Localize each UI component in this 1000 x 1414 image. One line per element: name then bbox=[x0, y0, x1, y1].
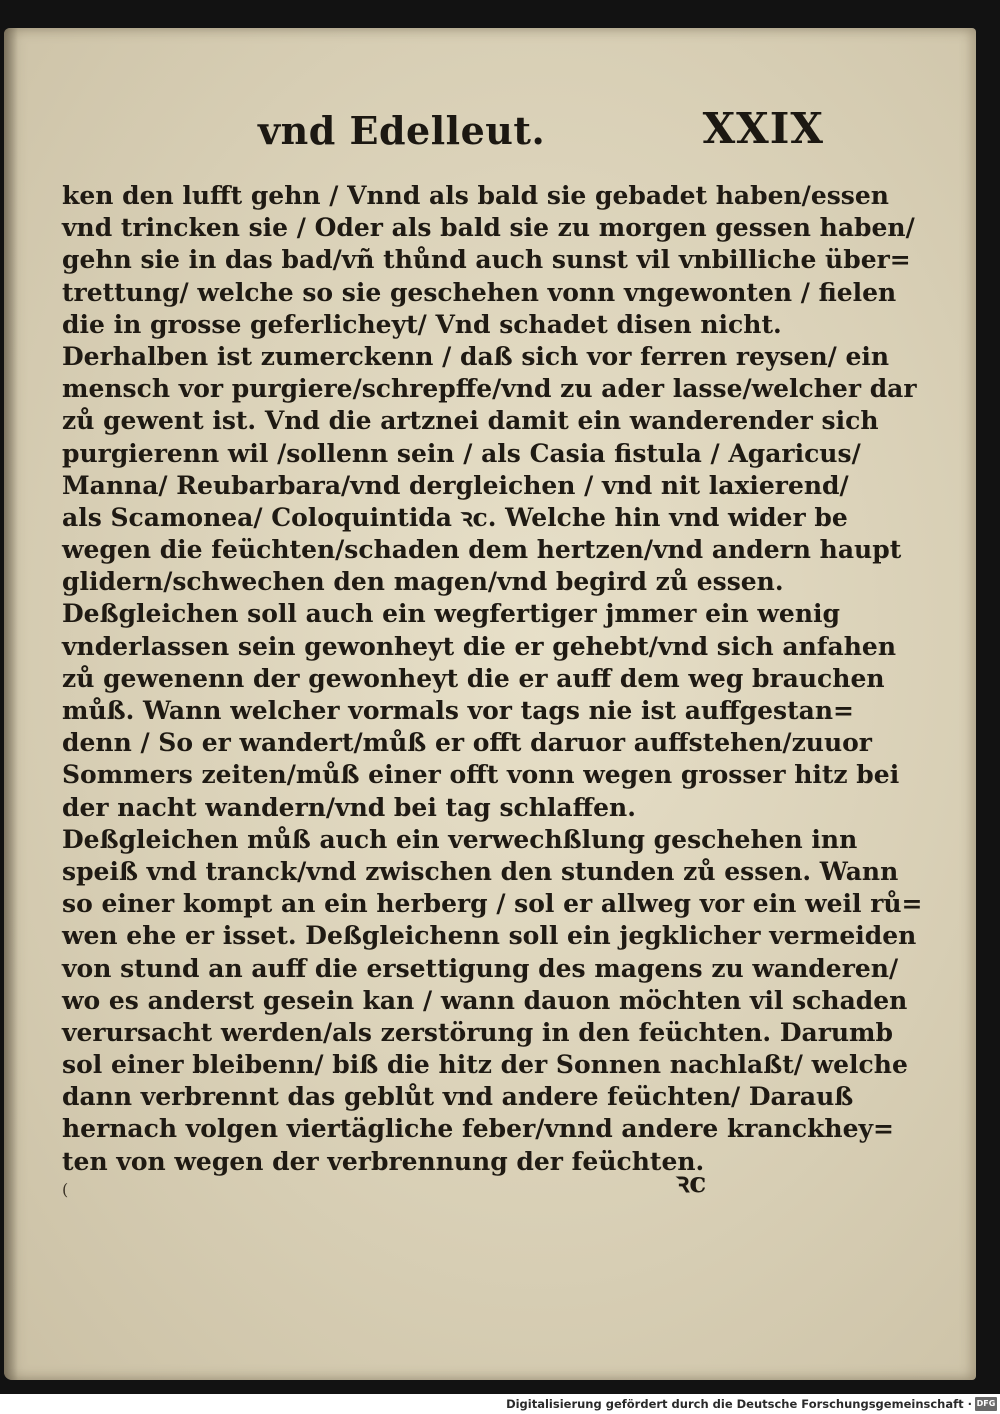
text-line: die in grosse geferlicheyt/ Vnd schadet disen nicht. bbox=[62, 309, 782, 339]
running-head: vnd Edelleut. bbox=[258, 108, 546, 153]
text-line: so einer kompt an ein herberg / sol er allweg vor ein weil rů= bbox=[62, 889, 923, 919]
text-line: Deßgleichen můß auch ein verwechßlung geschehen inn bbox=[62, 824, 858, 854]
text-line: der nacht wandern/vnd bei tag schlaffen. bbox=[62, 792, 636, 822]
text-line: purgierenn wil /sollenn sein / als Casia fistula / Agaricus/ bbox=[62, 438, 861, 468]
text-line: verursacht werden/als zerstörung in den feüchten. Darumb bbox=[62, 1017, 893, 1047]
text-line: Derhalben ist zumerckenn / daß sich vor ferren reysen/ ein bbox=[62, 341, 890, 371]
folio-number: XXIX bbox=[702, 104, 824, 153]
text-line: denn / So er wandert/můß er offt daruor auffstehen/zuuor bbox=[62, 728, 872, 758]
text-line: můß. Wann welcher vormals vor tags nie ist auffgestan= bbox=[62, 696, 855, 725]
text-line: glidern/schwechen den magen/vnd begird zů essen. bbox=[62, 567, 784, 597]
text-line: wo es anderst gesein kan / wann dauon möchten vil schaden bbox=[62, 985, 908, 1015]
text-line: vnderlassen sein gewonheyt die er gehebt/vnd sich anfahen bbox=[62, 631, 897, 661]
text-line: ken den lufft gehn / Vnnd als bald sie gebadet haben/essen bbox=[62, 181, 889, 210]
text-line: wegen die feüchten/schaden dem hertzen/vnd andern haupt bbox=[62, 535, 902, 565]
dfg-logo: DFG bbox=[975, 1397, 997, 1411]
text-line: hernach volgen viertägliche feber/vnnd andere kranckhey= bbox=[62, 1114, 894, 1144]
text-line: zů gewent ist. Vnd die artznei damit ein wanderender sich bbox=[62, 406, 879, 436]
text-line: von stund an auff die ersettigung des magens zu wanderen/ bbox=[62, 953, 899, 983]
page-gutter-shadow bbox=[4, 28, 18, 1380]
text-line: wen ehe er isset. Deßgleichenn soll ein jegklicher vermeiden bbox=[62, 921, 917, 951]
text-line: Deßgleichen soll auch ein wegfertiger jmmer ein wenig bbox=[62, 599, 840, 629]
text-line: mensch vor purgiere/schrepffe/vnd zu ader lasse/welcher dar bbox=[62, 374, 917, 404]
body-text bbox=[62, 180, 923, 1178]
text-line: Sommers zeiten/můß einer offt vonn wegen grosser hitz bei bbox=[62, 760, 900, 790]
text-line: trettung/ welche so sie geschehen vonn vngewonten / fielen bbox=[62, 277, 897, 307]
text-line: zů gewenenn der gewonheyt die er auff dem weg brauchen bbox=[62, 663, 885, 693]
text-line: dann verbrennt das geblůt vnd andere feüchten/ Darauß bbox=[62, 1082, 854, 1112]
funding-credit: Digitalisierung gefördert durch die Deutsche Forschungsgemeinschaft · bbox=[506, 1397, 972, 1411]
text-line: ten von wegen der verbrennung der feüchten. bbox=[62, 1146, 705, 1176]
text-line: als Scamonea/ Coloquintida ꝛc. Welche hin vnd wider be bbox=[62, 502, 848, 532]
text-line: gehn sie in das bad/vñ thůnd auch sunst vil vnbilliche über= bbox=[62, 245, 911, 275]
catchword: ꝛc bbox=[676, 1166, 707, 1199]
text-line: sol einer bleibenn/ biß die hitz der Sonnen nachlaßt/ welche bbox=[62, 1050, 908, 1080]
text-line: vnd trincken sie / Oder als bald sie zu morgen gessen haben/ bbox=[62, 213, 915, 243]
text-line: speiß vnd tranck/vnd zwischen den stunden zů essen. Wann bbox=[62, 856, 899, 886]
stray-mark: ( bbox=[62, 1180, 69, 1199]
text-line: Manna/ Reubarbara/vnd dergleichen / vnd nit laxierend/ bbox=[62, 470, 849, 500]
